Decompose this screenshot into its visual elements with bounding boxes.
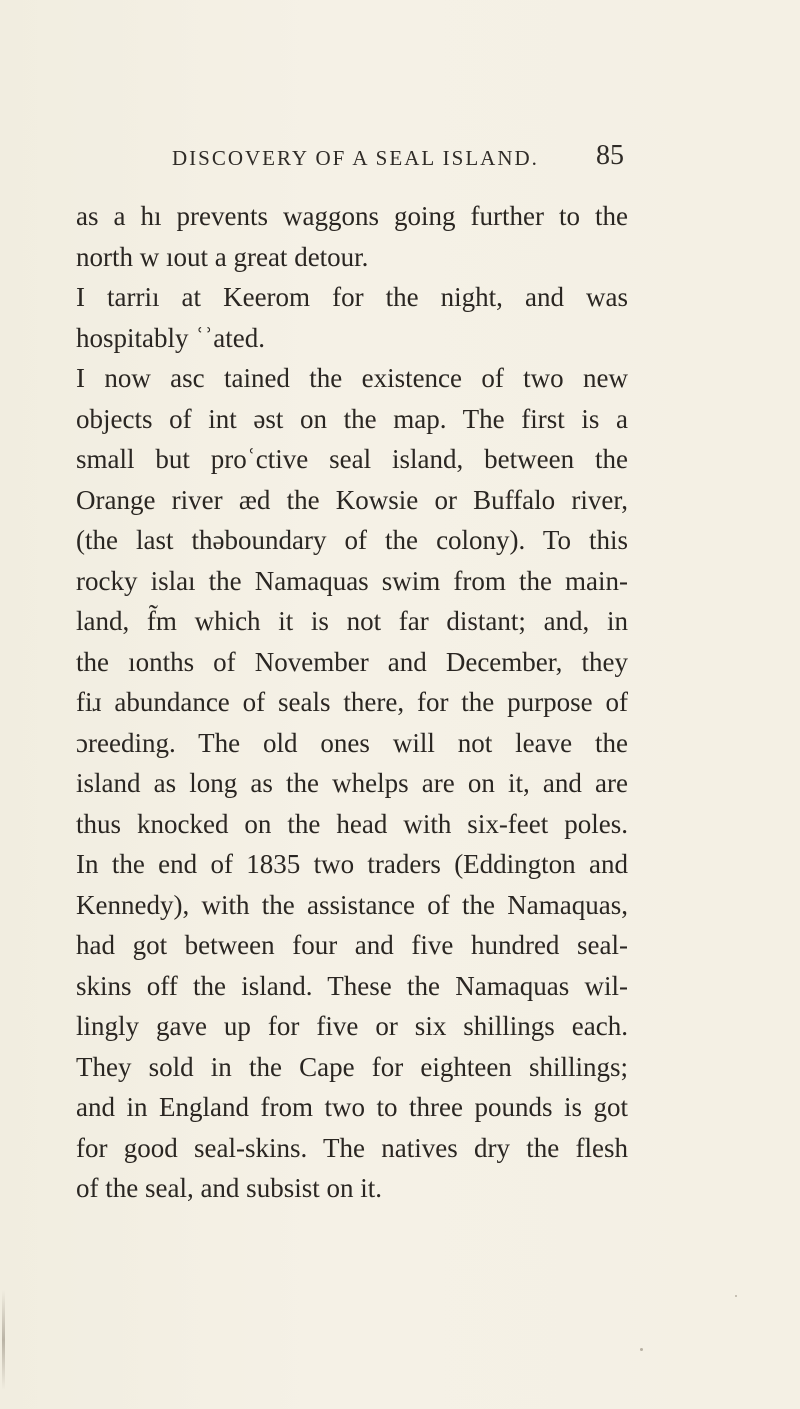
text-line: skins off the island. These the Namaquas wil- (76, 970, 628, 1001)
text-line: as a hı prevents waggons going further to the (76, 201, 628, 231)
text-line: for good seal-skins. The natives dry the flesh (76, 1132, 628, 1163)
text-line: objects of int əst on the map. The first is a (76, 403, 628, 434)
text-line: north w ıout a great detour. (76, 241, 369, 272)
text-line: ɔreeding. The old ones will not leave the (76, 727, 628, 758)
text-line: I tarriı at Keerom for the night, and was (76, 282, 628, 312)
text-line: the ıonths of November and December, they (76, 646, 628, 677)
text-line: island as long as the whelps are on it, and are (76, 768, 628, 798)
text-line: rocky islaı the Namaquas swim from the main- (76, 565, 628, 596)
running-head: DISCOVERY OF A SEAL ISLAND. (172, 146, 539, 170)
text-line: lingly gave up for five or six shillings each. (76, 1011, 628, 1041)
text-line: small but proʿctive seal island, between the (76, 444, 628, 474)
text-line: They sold in the Cape for eighteen shillings; (76, 1051, 628, 1082)
page-number: 85 (596, 140, 624, 171)
text-line: of the seal, and subsist on it. (76, 1173, 382, 1203)
text-line: had got between four and five hundred seal- (76, 930, 628, 960)
text-line: land, f̃m which it is not far distant; and, in (76, 606, 628, 636)
paper-speck (640, 1348, 643, 1351)
text-line: thus knocked on the head with six-feet poles. (76, 808, 628, 839)
text-line: (the last thəboundary of the colony). To this (76, 525, 628, 555)
paper-speck (490, 740, 492, 742)
body-text (76, 196, 628, 1209)
binding-shadow (2, 1290, 5, 1390)
text-line: fiɹ abundance of seals there, for the purpose of (76, 687, 628, 717)
text-line: Kennedy), with the assistance of the Namaquas, (76, 889, 628, 920)
paper-speck (735, 1295, 737, 1297)
text-line: I now asc tained the existence of two new (76, 363, 628, 393)
text-line: In the end of 1835 two traders (Eddington and (76, 849, 628, 879)
text-line: and in England from two to three pounds is got (76, 1092, 628, 1122)
page-header (172, 140, 624, 186)
text-line: Orange river æd the Kowsie or Buffalo river, (76, 484, 628, 515)
text-line: hospitably ʿʾated. (76, 322, 265, 353)
